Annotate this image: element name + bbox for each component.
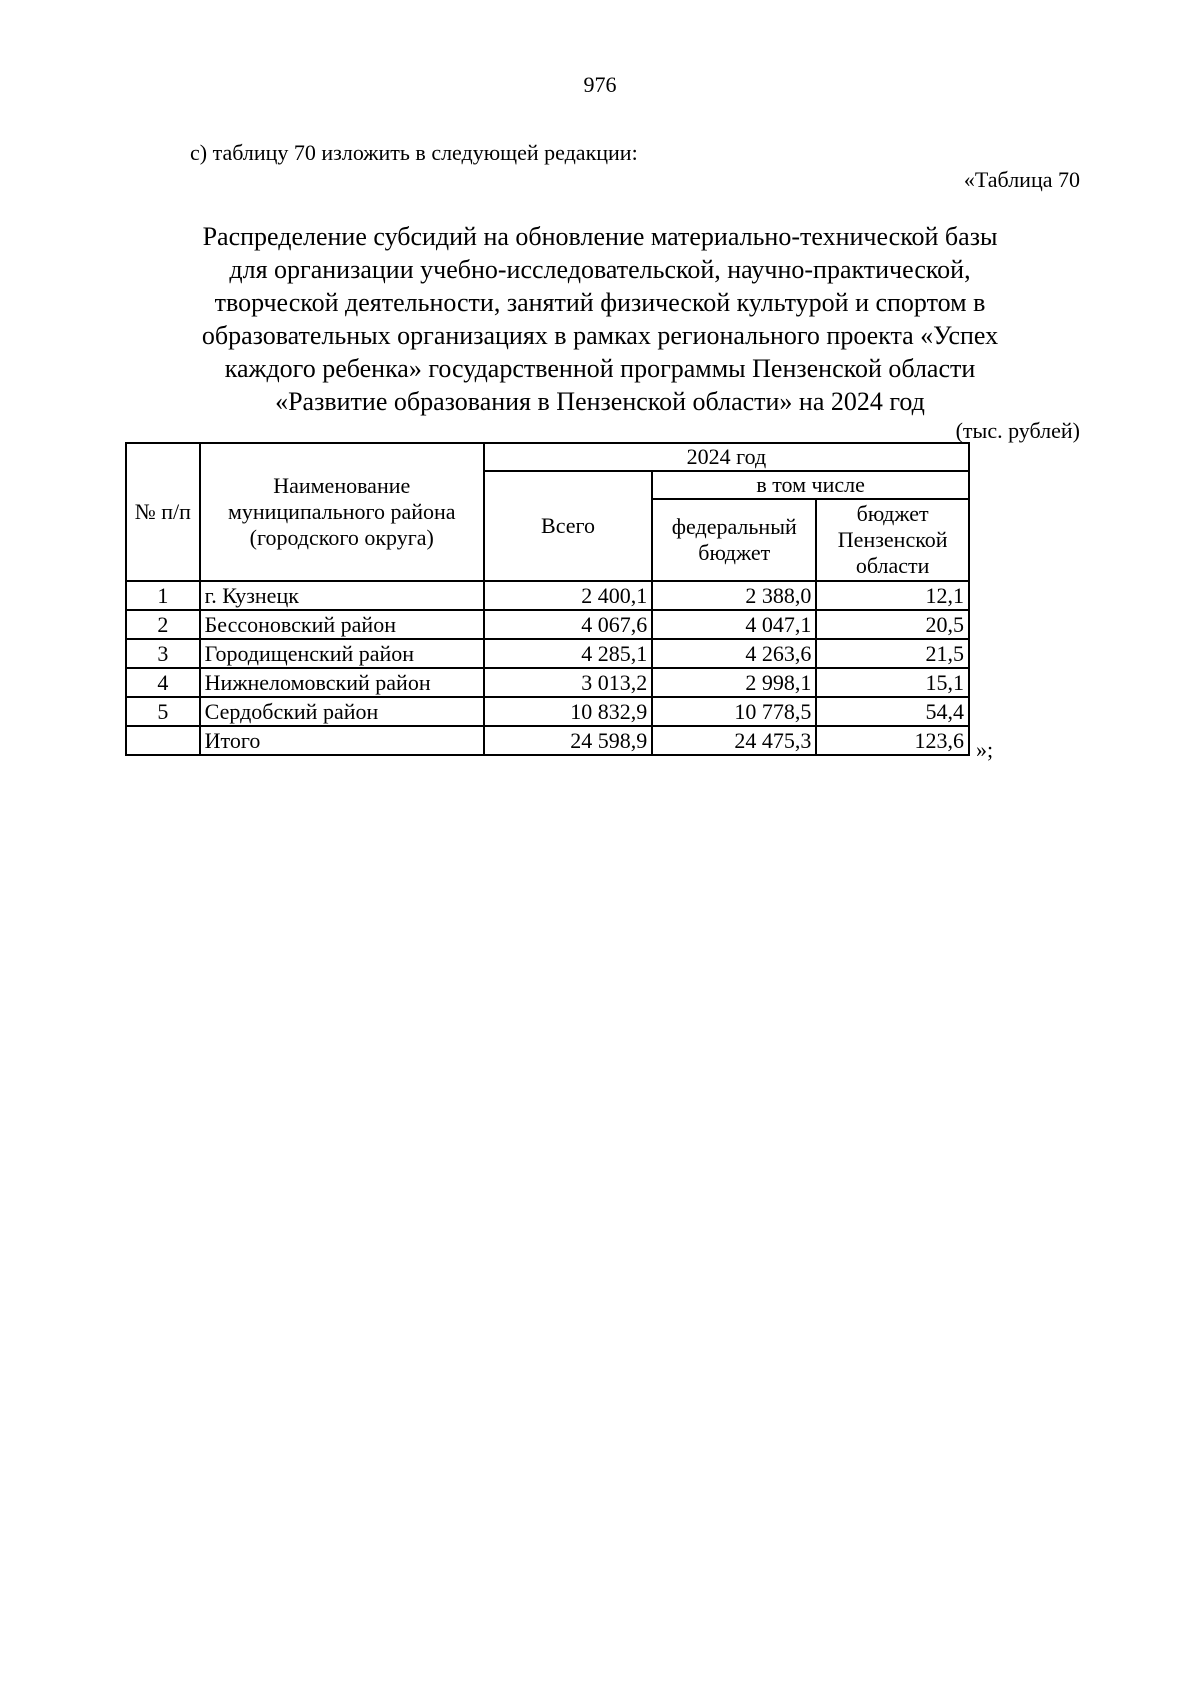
cell-federal: 10 778,5 — [652, 697, 816, 726]
cell-total: 2 400,1 — [484, 581, 652, 610]
title-line: для организации учебно-исследовательской, научно-практической, — [229, 255, 971, 284]
cell-federal: 2 998,1 — [652, 668, 816, 697]
cell-federal: 2 388,0 — [652, 581, 816, 610]
table-row — [126, 639, 969, 668]
title-line: каждого ребенка» государственной программы Пензенской области — [224, 354, 976, 383]
table-row — [126, 610, 969, 639]
cell-regional: 54,4 — [816, 697, 969, 726]
page-number: 976 — [583, 72, 617, 97]
header-including: в том числе — [652, 471, 969, 499]
cell-regional: 20,5 — [816, 610, 969, 639]
cell-regional: 123,6 — [816, 726, 969, 755]
units-label: (тыс. рублей) — [955, 418, 1080, 443]
table-row — [126, 581, 969, 610]
cell-num: 3 — [126, 639, 200, 668]
title-line: творческой деятельности, занятий физической культурой и спортом в — [214, 288, 986, 317]
table-row — [126, 668, 969, 697]
cell-federal: 4 047,1 — [652, 610, 816, 639]
cell-num: 2 — [126, 610, 200, 639]
cell-name: г. Кузнецк — [200, 581, 484, 610]
cell-federal: 24 475,3 — [652, 726, 816, 755]
cell-regional: 21,5 — [816, 639, 969, 668]
closing-quote: »; — [976, 737, 994, 762]
cell-num: 5 — [126, 697, 200, 726]
table-body — [126, 581, 969, 755]
cell-num — [126, 726, 200, 755]
cell-name: Сердобский район — [200, 697, 484, 726]
header-name: Наименование муниципального района (городского округа) — [200, 443, 484, 581]
cell-total: 24 598,9 — [484, 726, 652, 755]
header-num: № п/п — [126, 443, 200, 581]
title-line: Распределение субсидий на обновление материально-технической базы — [202, 222, 998, 251]
cell-total: 4 285,1 — [484, 639, 652, 668]
cell-num: 1 — [126, 581, 200, 610]
cell-name: Городищенский район — [200, 639, 484, 668]
cell-total: 4 067,6 — [484, 610, 652, 639]
title-line: образовательных организациях в рамках регионального проекта «Успех — [201, 321, 999, 350]
cell-federal: 4 263,6 — [652, 639, 816, 668]
table-label: «Таблица 70 — [963, 167, 1080, 192]
header-regional: бюджет Пензенской области — [816, 499, 969, 581]
intro-text: с) таблицу 70 изложить в следующей редакции: — [190, 140, 638, 165]
cell-regional: 15,1 — [816, 668, 969, 697]
document-title — [100, 220, 1100, 418]
cell-name: Бессоновский район — [200, 610, 484, 639]
cell-total: 10 832,9 — [484, 697, 652, 726]
table-row-total — [126, 726, 969, 755]
cell-name: Итого — [200, 726, 484, 755]
cell-regional: 12,1 — [816, 581, 969, 610]
cell-num: 4 — [126, 668, 200, 697]
table-row — [126, 697, 969, 726]
subsidy-table — [125, 442, 970, 756]
table-header — [126, 443, 969, 581]
header-federal: федеральный бюджет — [652, 499, 816, 581]
cell-name: Нижнеломовский район — [200, 668, 484, 697]
header-year: 2024 год — [484, 443, 969, 471]
header-total: Всего — [484, 471, 652, 581]
title-line: «Развитие образования в Пензенской области» на 2024 год — [275, 387, 925, 416]
cell-total: 3 013,2 — [484, 668, 652, 697]
